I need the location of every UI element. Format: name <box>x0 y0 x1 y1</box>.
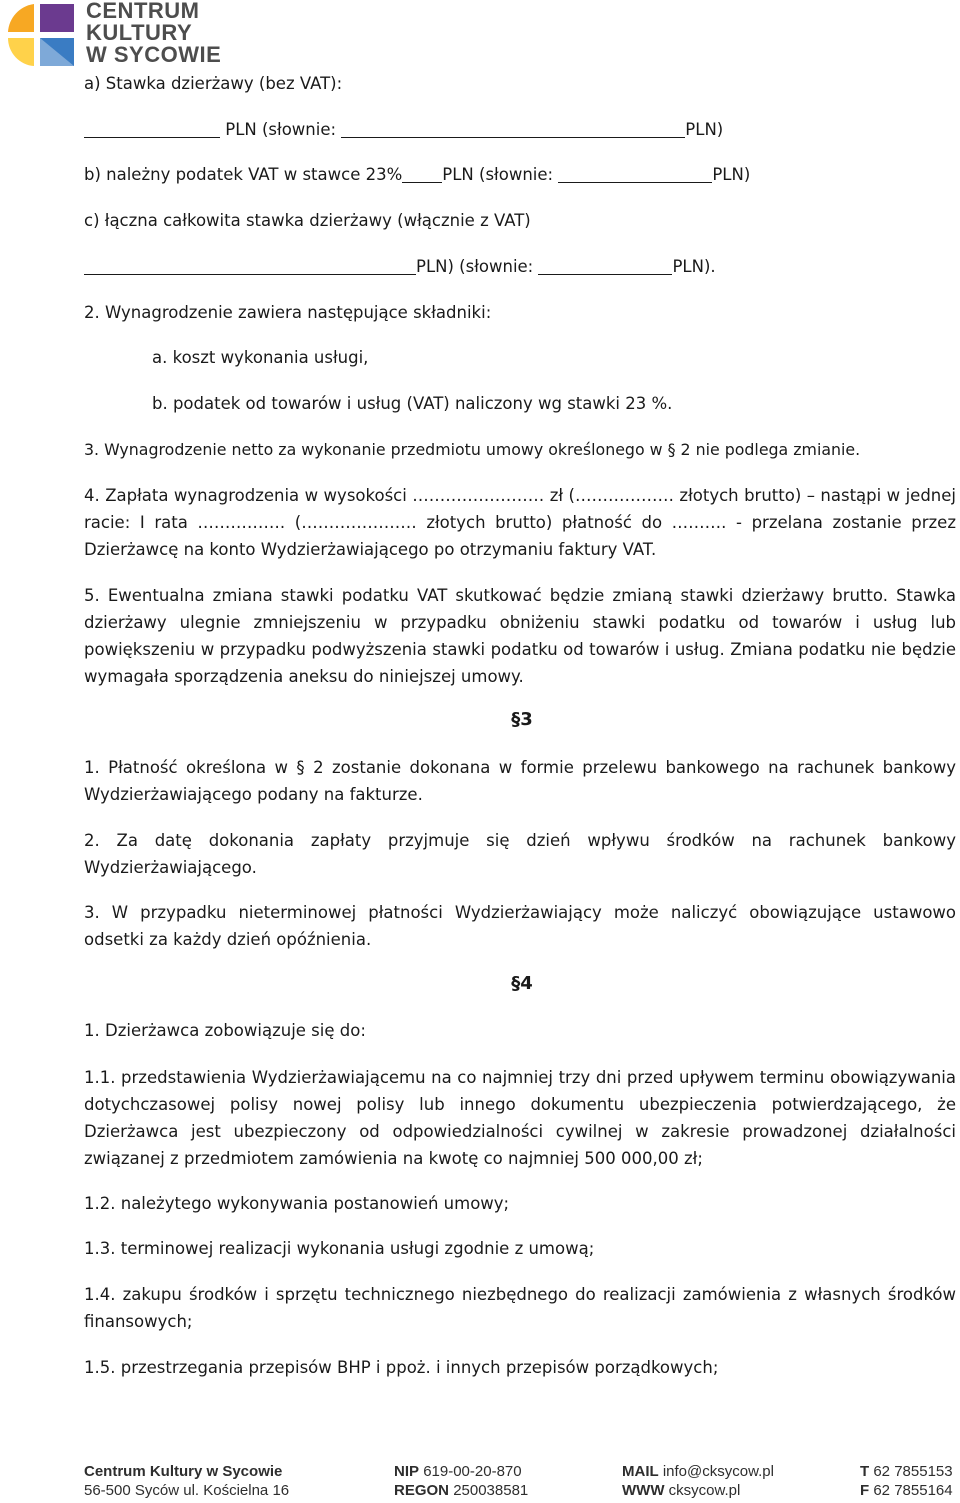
section3-item-2: 2. Za datę dokonania zapłaty przyjmuje się dzień wpływu środków na rachunek bankowy Wydzierżawiającego. <box>84 831 956 877</box>
footer-tel-label: T <box>860 1463 870 1480</box>
blank-field <box>341 118 685 138</box>
section4-item-1-3: 1.3. terminowej realizacji wykonania usługi zgodnie z umową; <box>84 1239 595 1258</box>
paragraph-rate-heading: a) Stawka dzierżawy (bez VAT): <box>84 74 343 93</box>
text-fragment: PLN) <box>712 165 751 184</box>
footer-fax-value: 62 7855164 <box>873 1482 953 1499</box>
section3-item-1: 1. Płatność określona w § 2 zostanie dokonana w formie przelewu bankowego na rachunek bankowy Wydzierżawiającego podany na fakturze. <box>84 758 956 804</box>
section4-item-1-1: 1.1. przedstawienia Wydzierżawiającemu na co najmniej trzy dni przed upływem terminu obowiązywania dotychczasowej polisy nowej polisy lub innego dokumentu ubezpieczenia potwierdzającego, że Dzierżawca jest ubezpieczony od odpowiedzialności cywilnej w zakresie prowadzonej działalności związanej z przedmiotem zamówienia na kwotę co najmniej 500 000,00 zł; <box>84 1068 956 1168</box>
footer-phone <box>860 1462 953 1500</box>
footer-nip-value: 619-00-20-870 <box>423 1463 522 1480</box>
item-2a: a. koszt wykonania usługi, <box>152 348 369 367</box>
blank-field <box>402 163 442 183</box>
footer-mail-value[interactable]: info@cksycow.pl <box>662 1463 774 1480</box>
item-2: 2. Wynagrodzenie zawiera następujące składniki: <box>84 303 492 322</box>
section3-item-3: 3. W przypadku nieterminowej płatności Wydzierżawiający może naliczyć obowiązujące ustawowo odsetki za każdy dzień opóźnienia. <box>84 903 956 949</box>
text-fragment: PLN) <box>685 120 724 139</box>
blank-field <box>84 255 416 275</box>
text-fragment: PLN (słownie: <box>442 165 554 184</box>
logo-text <box>86 0 221 66</box>
logo <box>4 0 222 70</box>
section4-item-1-2: 1.2. należytego wykonywania postanowień umowy; <box>84 1194 510 1213</box>
item-3: 3. Wynagrodzenie netto za wykonanie przedmiotu umowy określonego w § 2 nie podlega zmianie. <box>84 440 861 459</box>
footer-regon-value: 250038581 <box>453 1482 529 1499</box>
footer-contact-web <box>622 1462 774 1500</box>
footer-organization <box>84 1462 289 1500</box>
logo-mark-icon <box>4 2 78 68</box>
footer-nip-label: NIP <box>394 1463 420 1480</box>
blank-field <box>558 163 712 183</box>
text-fragment: PLN) (słownie: <box>416 257 534 276</box>
item-4: 4. Zapłata wynagrodzenia w wysokości …………………… zł (……………… złotych brutto) – nastąpi w jednej racie: I rata ……………. (………………… złotych brutto) płatność do ………. - przelana zostanie przez Dzierżawcę na konto Wydzierżawiającego po otrzymaniu faktury VAT. <box>84 486 956 559</box>
page-footer <box>0 1460 960 1500</box>
footer-regon-label: REGON <box>394 1482 450 1499</box>
section4-item-1: 1. Dzierżawca zobowiązuje się do: <box>84 1021 366 1040</box>
footer-www-label: WWW <box>622 1482 665 1499</box>
rate-total-line <box>84 253 956 280</box>
footer-www-value[interactable]: cksycow.pl <box>668 1482 741 1499</box>
section-heading-4: §4 <box>511 973 533 994</box>
rate-vat-line <box>84 161 956 188</box>
blank-field <box>538 255 672 275</box>
blank-field <box>84 118 220 138</box>
footer-mail-label: MAIL <box>622 1463 659 1480</box>
section4-item-1-5: 1.5. przestrzegania przepisów BHP i ppoż. i innych przepisów porządkowych; <box>84 1358 719 1377</box>
text-fragment: b) należny podatek VAT w stawce 23% <box>84 165 403 184</box>
text-fragment: PLN). <box>672 257 716 276</box>
rate-net-line <box>84 116 956 143</box>
footer-registry <box>394 1462 528 1500</box>
logo-line-1: CENTRUM <box>86 0 200 23</box>
text-fragment: PLN (słownie: <box>225 120 337 139</box>
section-heading-3: §3 <box>511 709 533 730</box>
paragraph-rate-total-heading: c) łączna całkowita stawka dzierżawy (włącznie z VAT) <box>84 211 531 230</box>
footer-org-address: 56-500 Syców ul. Kościelna 16 <box>84 1482 290 1499</box>
footer-org-name: Centrum Kultury w Sycowie <box>84 1463 283 1480</box>
logo-line-3: W SYCOWIE <box>86 42 222 67</box>
footer-tel-value: 62 7855153 <box>873 1463 953 1480</box>
section4-item-1-4: 1.4. zakupu środków i sprzętu technicznego niezbędnego do realizacji zamówienia z własnych środków finansowych; <box>84 1285 956 1331</box>
item-5: 5. Ewentualna zmiana stawki podatku VAT skutkować będzie zmianą stawki dzierżawy brutto. Stawka dzierżawy ulegnie zmniejszeniu w przypadku obniżeniu stawki podatku od towarów i usług lub powiększeniu w przypadku podwyższenia stawki podatku od towarów i usług. Zmiana podatku nie będzie wymagała sporządzenia aneksu do niniejszej umowy. <box>84 586 956 686</box>
footer-fax-label: F <box>860 1482 870 1499</box>
item-2b: b. podatek od towarów i usług (VAT) naliczony wg stawki 23 %. <box>152 394 673 413</box>
logo-line-2: KULTURY <box>86 20 193 45</box>
